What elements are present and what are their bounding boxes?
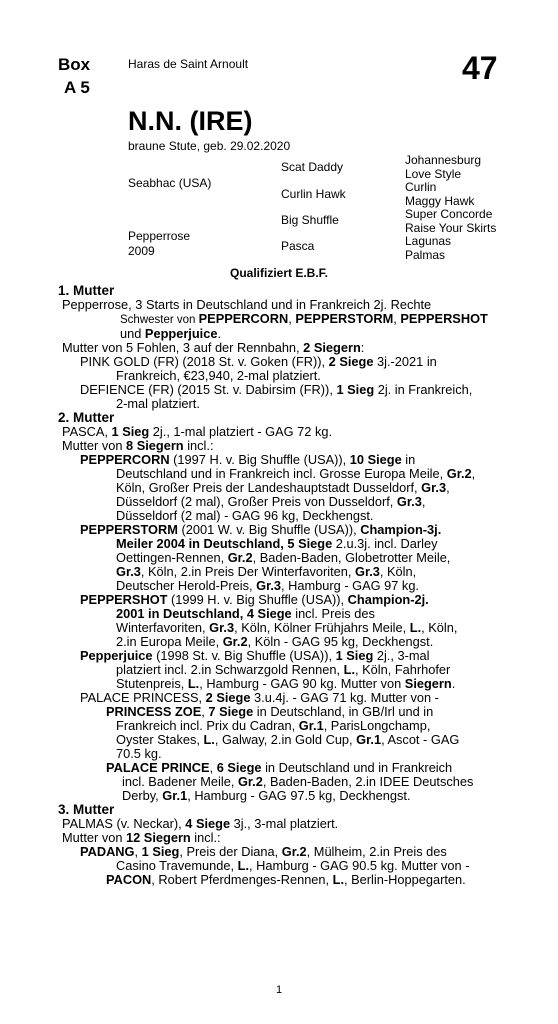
pedigree-dam: Pepperrose: [128, 229, 191, 243]
offspring-entry: Winterfavoriten, Gr.3, Köln, Kölner Frühjahrs Meile, L., Köln,: [116, 620, 458, 635]
offspring-entry: PADANG, 1 Sieg, Preis der Diana, Gr.2, Mülheim, 2.in Preis des: [80, 844, 447, 859]
pedigree-gen3: Love Style: [405, 166, 462, 181]
grand-offspring-entry: Derby, Gr.1, Hamburg - GAG 97.5 kg, Deckhengst.: [122, 788, 411, 803]
grand-offspring-entry: PRINCESS ZOE, 7 Siege in Deutschland, in GB/Irl und in: [106, 704, 434, 719]
offspring-entry: DEFIENCE (FR) (2015 St. v. Dabirsim (FR)), 1 Sieg 2j. in Frankreich,: [80, 382, 473, 397]
offspring-entry: PEPPERSTORM (2001 W. v. Big Shuffle (USA)), Champion-3j.: [80, 522, 442, 537]
offspring-entry: Stutenpreis, L., Hamburg - GAG 90 kg. Mutter von Siegern.: [116, 676, 456, 691]
horse-name: N.N. (IRE): [128, 106, 253, 136]
pedigree-gen2: Pasca: [281, 239, 315, 253]
offspring-entry: 2-mal platziert.: [116, 396, 200, 411]
pedigree-gen3: Maggy Hawk: [405, 193, 475, 208]
section-title: 3. Mutter: [58, 802, 115, 817]
pedigree-gen3: Palmas: [405, 247, 446, 262]
offspring-entry: Pepperjuice (1998 St. v. Big Shuffle (USA)), 1 Sieg 2j., 3-mal: [80, 648, 430, 663]
offspring-entry: Düsseldorf (2 mal) - GAG 96 kg, Deckhengst.: [116, 508, 374, 523]
offspring-entry: PINK GOLD (FR) (2018 St. v. Goken (FR)), 2 Siege 3j.-2021 in: [80, 354, 437, 369]
lot-number: 47: [462, 50, 498, 86]
pedigree-gen3: Lagunas: [405, 234, 452, 248]
offspring-entry: Düsseldorf (2 mal), Großer Preis von Dusseldorf, Gr.3,: [116, 494, 426, 509]
pedigree-gen3: Raise Your Skirts: [405, 220, 497, 235]
offspring-entry: Frankreich, €23,940, 2-mal platziert.: [116, 368, 321, 383]
paragraph: Mutter von 12 Siegern incl.:: [62, 830, 221, 845]
breeder: Haras de Saint Arnoult: [128, 57, 249, 71]
section-title: 2. Mutter: [58, 410, 115, 425]
box-label: [58, 53, 90, 99]
horse-description: braune Stute, geb. 29.02.2020: [128, 139, 291, 153]
offspring-entry: Gr.3, Köln, 2.in Preis Der Winterfavoriten, Gr.3, Köln,: [116, 564, 417, 579]
offspring-entry: PEPPERCORN (1997 H. v. Big Shuffle (USA)), 10 Siege in: [80, 452, 416, 467]
pedigree-gen2: Curlin Hawk: [281, 187, 346, 201]
pedigree-gen3: Super Concorde: [405, 207, 493, 221]
paragraph: PASCA, 1 Sieg 2j., 1-mal platziert - GAG 72 kg.: [62, 424, 333, 439]
offspring-entry: Casino Travemunde, L., Hamburg - GAG 90.5 kg. Mutter von -: [116, 858, 470, 873]
offspring-entry: platziert incl. 2.in Schwarzgold Rennen, L., Köln, Fahrhofer: [116, 662, 451, 677]
grand-offspring-entry: PACON, Robert Pferdmenges-Rennen, L., Berlin-Hoppegarten.: [106, 872, 466, 887]
pedigree-gen3: Johannesburg: [405, 153, 482, 167]
box-title: Box: [58, 55, 91, 74]
offspring-entry: Meiler 2004 in Deutschland, 5 Siege 2.u.3j. incl. Darley: [116, 536, 438, 551]
offspring-entry: Köln, Großer Preis der Landeshauptstadt Dusseldorf, Gr.3,: [116, 480, 450, 495]
offspring-entry: Oettingen-Rennen, Gr.2, Baden-Baden, Globetrotter Meile,: [116, 550, 451, 565]
grand-offspring-entry: Oyster Stakes, L., Galway, 2.in Gold Cup, Gr.1, Ascot - GAG: [116, 732, 460, 747]
paragraph: Pepperrose, 3 Starts in Deutschland und in Frankreich 2j. Rechte: [62, 297, 432, 312]
pedigree-gen2: Big Shuffle: [281, 213, 339, 227]
pedigree-gen3: Curlin: [405, 180, 437, 194]
dam-line: [58, 284, 500, 887]
section-title: 1. Mutter: [58, 283, 115, 298]
qualification: Qualifiziert E.B.F.: [229, 266, 328, 280]
grand-offspring-entry: incl. Badener Meile, Gr.2, Baden-Baden, 2.in IDEE Deutsches: [122, 774, 474, 789]
paragraph: PALMAS (v. Neckar), 4 Siege 3j., 3-mal platziert.: [62, 816, 339, 831]
grand-offspring-entry: Frankreich incl. Prix du Cadran, Gr.1, ParisLongchamp,: [116, 718, 431, 733]
pedigree-sire: Seabhac (USA): [128, 176, 212, 190]
offspring-entry: 2001 in Deutschland, 4 Siege incl. Preis des: [116, 606, 375, 621]
offspring-entry: PEPPERSHOT (1999 H. v. Big Shuffle (USA)), Champion-2j.: [80, 592, 429, 607]
paragraph: und Pepperjuice.: [120, 326, 222, 341]
offspring-entry: PALACE PRINCESS, 2 Siege 3.u.4j. - GAG 71 kg. Mutter von -: [80, 690, 439, 705]
paragraph: Mutter von 5 Fohlen, 3 auf der Rennbahn, 2 Siegern:: [62, 340, 365, 355]
pedigree-dam-year: 2009: [128, 244, 155, 258]
paragraph: Schwester von PEPPERCORN, PEPPERSTORM, PEPPERSHOT: [120, 311, 488, 326]
offspring-entry: Deutschland und in Frankreich incl. Grosse Europa Meile, Gr.2,: [116, 466, 476, 481]
pedigree-gen2: Scat Daddy: [281, 160, 344, 174]
paragraph: Mutter von 8 Siegern incl.:: [62, 438, 214, 453]
page-number: 1: [275, 984, 283, 996]
grand-offspring-entry: 70.5 kg.: [116, 746, 162, 761]
grand-offspring-entry: PALACE PRINCE, 6 Siege in Deutschland und in Frankreich: [106, 760, 453, 775]
offspring-entry: 2.in Europa Meile, Gr.2, Köln - GAG 95 kg, Deckhengst.: [116, 634, 434, 649]
offspring-entry: Deutscher Herold-Preis, Gr.3, Hamburg - GAG 97 kg.: [116, 578, 419, 593]
box-value: A 5: [64, 78, 90, 97]
